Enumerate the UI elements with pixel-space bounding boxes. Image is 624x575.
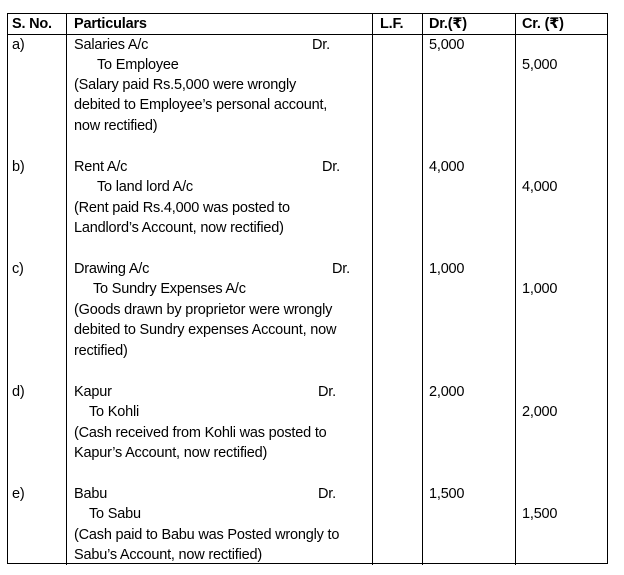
dr-marker: Dr. [322, 159, 340, 175]
dr-amount: 1,000 [429, 261, 465, 277]
column-divider [66, 13, 67, 565]
debit-account: Kapur [74, 384, 112, 400]
dr-marker: Dr. [312, 37, 330, 53]
dr-amount: 4,000 [429, 159, 465, 175]
credit-account: To Sabu [89, 506, 141, 522]
debit-account: Salaries A/c [74, 37, 149, 53]
column-divider [372, 13, 373, 565]
debit-account: Drawing A/c [74, 261, 150, 277]
narration-line: (Cash received from Kohli was posted to [74, 425, 327, 441]
dr-amount: 2,000 [429, 384, 465, 400]
entry-sno: b) [12, 159, 25, 175]
narration-line: (Goods drawn by proprietor were wrongly [74, 302, 333, 318]
header-sno: S. No. [12, 16, 52, 32]
entry-sno: d) [12, 384, 25, 400]
debit-account: Rent A/c [74, 159, 128, 175]
debit-account: Babu [74, 486, 108, 502]
narration-line: now rectified) [74, 118, 158, 134]
header-particulars: Particulars [74, 16, 147, 32]
dr-amount: 1,500 [429, 486, 465, 502]
entry-sno: e) [12, 486, 25, 502]
dr-amount: 5,000 [429, 37, 465, 53]
cr-amount: 1,500 [522, 506, 558, 522]
credit-account: To land lord A/c [97, 179, 193, 195]
dr-marker: Dr. [318, 384, 336, 400]
column-divider [422, 13, 423, 565]
header-lf: L.F. [380, 16, 404, 32]
entry-sno: a) [12, 37, 25, 53]
narration-line: debited to Employee’s personal account, [74, 97, 328, 113]
credit-account: To Sundry Expenses A/c [93, 281, 246, 297]
header-cr: Cr. (₹) [522, 16, 564, 32]
narration-line: (Cash paid to Babu was Posted wrongly to [74, 527, 340, 543]
narration-line: (Salary paid Rs.5,000 were wrongly [74, 77, 297, 93]
entry-sno: c) [12, 261, 24, 277]
column-divider [515, 13, 516, 565]
cr-amount: 4,000 [522, 179, 558, 195]
credit-account: To Kohli [89, 404, 139, 420]
header-dr: Dr.(₹) [429, 16, 467, 32]
dr-marker: Dr. [318, 486, 336, 502]
credit-account: To Employee [97, 57, 179, 73]
narration-line: debited to Sundry expenses Account, now [74, 322, 337, 338]
narration-line: Landlord’s Account, now rectified) [74, 220, 284, 236]
narration-line: rectified) [74, 343, 128, 359]
cr-amount: 2,000 [522, 404, 558, 420]
narration-line: Kapur’s Account, now rectified) [74, 445, 268, 461]
dr-marker: Dr. [332, 261, 350, 277]
narration-line: Sabu’s Account, now rectified) [74, 547, 262, 563]
cr-amount: 1,000 [522, 281, 558, 297]
cr-amount: 5,000 [522, 57, 558, 73]
narration-line: (Rent paid Rs.4,000 was posted to [74, 200, 290, 216]
